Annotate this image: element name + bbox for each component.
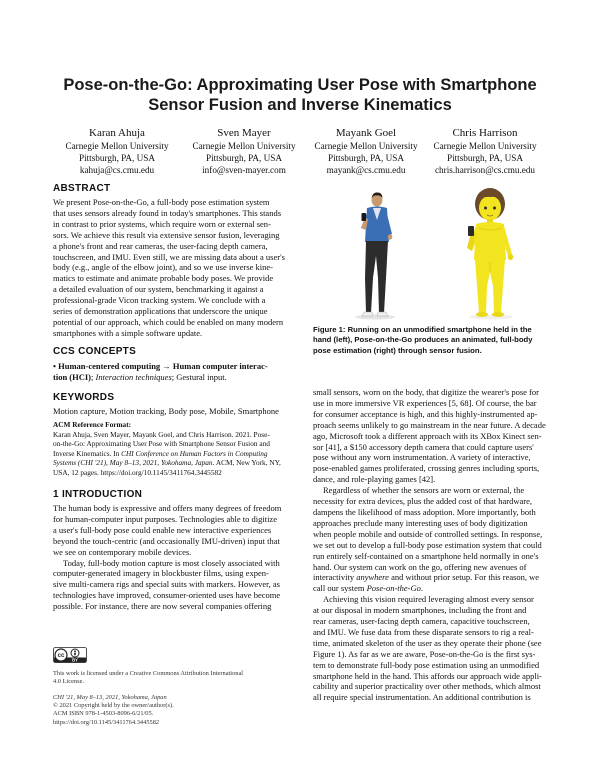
author-affiliation: Carnegie Mellon University	[433, 141, 537, 151]
introduction-body	[53, 503, 289, 612]
figure-1-caption	[313, 325, 549, 356]
text-line: approaches preclude many interesting uses of body digitization	[313, 517, 528, 528]
text-line: rear cameras, user-facing depth camera, capacitive touchscreen,	[313, 616, 530, 627]
text-line: a user's full-body pose could enable new interactive experiences	[53, 524, 272, 535]
license-note	[53, 670, 289, 686]
acm-reference	[53, 420, 289, 478]
text-line: possible. For instance, there are now several companies offering	[53, 601, 272, 612]
author-name: Mayank Goel	[335, 127, 397, 139]
text-line: series of demonstration applications that underscore the unique	[53, 306, 268, 317]
text-line: that uses sensors already found in today's smartphones. This stands	[53, 207, 282, 218]
text-line: dance, and role-playing games [42].	[313, 474, 436, 485]
text-line: pose without any worn instrumentation. A variety of interactive,	[313, 452, 531, 463]
text-line: we see on contemporary mobile devices.	[53, 546, 192, 557]
text-line: use in more immersive VR experiences [5, 68]. Of course, the bar	[313, 397, 537, 408]
text-line-italic: anywhere	[356, 572, 389, 583]
text-line: a detailed evaluation of our system, benchmarking it against a	[53, 284, 264, 295]
text-line: sive multi-camera rigs and special suits with markers. However, as	[53, 579, 280, 590]
author-block	[418, 126, 552, 177]
text-line: matics to estimate and animate probable body poses. We provide	[53, 273, 274, 284]
text-line: smartphone held in the hand. This affords our approach wide appli-	[313, 670, 542, 681]
text-line: and IMU. We fuse data from these disparate sensors to rig a real-	[313, 626, 534, 637]
text-line: body (e.g., angle of the elbow joint), and so we use inverse kine-	[53, 262, 273, 273]
acm-reference-heading: ACM Reference Format:	[53, 420, 132, 429]
text-line: technologies have improved, consumer-oriented uses have become	[53, 590, 281, 601]
text-line: Karan Ahuja, Sven Mayer, Mayank Goel, and Chris Harrison. 2021. Pose-	[53, 429, 270, 439]
author-email[interactable]: mayank@cs.cmu.edu	[326, 165, 406, 176]
keywords-body: Motion capture, Motion tracking, Body pose, Mobile, Smartphone	[53, 406, 279, 416]
text-line: pose-enabled games proliferated, crossing genres including sports,	[313, 463, 540, 474]
text-line: a phone's front and rear cameras, the user-facing depth camera,	[53, 240, 268, 251]
author-block	[52, 126, 182, 177]
text-line: we set out to develop a full-body pose estimation system that could	[313, 539, 542, 550]
caption-line: pose estimation (right) through sensor fusion.	[313, 345, 482, 355]
doi-link[interactable]: USA, 12 pages. https://doi.org/10.1145/3411764.3445582	[53, 467, 222, 477]
text-line: in contrast to prior systems, which require worn or external sen-	[53, 218, 271, 229]
text-line: CHI '21, May 8–13, 2021, Yokohama, Japan	[53, 694, 167, 701]
abstract-body	[53, 197, 289, 339]
text-line: sor [41], a $150 accessory depth camera that could capture users'	[313, 441, 534, 452]
title-line-2: Sensor Fusion and Inverse Kinematics	[148, 96, 452, 114]
text-line: Regardless of whether the sensors are worn or external, the	[323, 485, 525, 496]
cc-label: cc	[57, 653, 65, 659]
text-line-italic: CHI Conference on Human Factors in Computing	[121, 448, 268, 458]
author-email[interactable]: info@sven-mayer.com	[202, 165, 286, 176]
right-column-body	[313, 387, 549, 703]
text-line: dampens the likelihood of mass adoption. More importantly, both	[313, 506, 536, 517]
text-line: We present Pose-on-the-Go, a full-body pose estimation system	[53, 197, 270, 207]
doi-link[interactable]: https://doi.org/10.1145/3411764.3445582	[53, 718, 160, 726]
author-affiliation: Carnegie Mellon University	[314, 141, 418, 151]
ccs-concept-italic: Interaction techniques	[95, 371, 172, 382]
conference-info	[53, 694, 289, 727]
author-location: Pittsburgh, PA, USA	[205, 153, 283, 164]
text-line: small sensors, worn on the body, that digitize the wearer's pose for	[313, 387, 539, 397]
ccs-concept: • Human-centered computing → Human computer interac-	[53, 361, 268, 371]
text-line: when people mobile and outside of controlled settings. In response,	[313, 528, 543, 539]
text-line: hand. Our system can work on the go, offering new avenues of	[313, 561, 527, 572]
text-line: Today, full-body motion capture is most closely associated with	[63, 557, 280, 568]
paper-title	[40, 75, 560, 115]
text-line: ACM ISBN 978-1-4503-8096-6/21/05.	[53, 710, 154, 718]
author-block	[301, 126, 431, 177]
text-line: proach seems unlikely to go mainstream in the near future. A decade	[313, 419, 546, 430]
figure-1-image	[313, 186, 549, 321]
text-line: at our disposal in modern smartphones, including the front and	[313, 605, 527, 616]
author-affiliation: Carnegie Mellon University	[65, 141, 169, 151]
ccs-concept: tion (HCI)	[53, 371, 92, 382]
author-email[interactable]: chris.harrison@cs.cmu.edu	[434, 165, 536, 176]
text-line: Inverse Kinematics. In	[53, 448, 122, 458]
text-line: cability and superior practicality over other methods, which almost	[313, 681, 541, 692]
author-name: Sven Mayer	[217, 127, 271, 139]
text-line: ACM, New York, NY,	[214, 458, 281, 468]
text-line: run entirely self-contained on a smartphone held normally in one's	[313, 550, 539, 561]
text-line: ago, Microsoft took a different approach with its XBox Kinect sen-	[313, 430, 542, 441]
author-email[interactable]: kahuja@cs.cmu.edu	[79, 165, 155, 176]
text-line: tem to demonstrate full-body pose estimation using an unmodified	[313, 659, 540, 670]
by-label: BY	[72, 657, 78, 663]
caption-line: hand (left), Pose-on-the-Go produces an animated, full-body	[313, 335, 533, 345]
text-line: .	[420, 583, 424, 594]
text-line: Achieving this vision required leveraging almost every sensor	[323, 594, 534, 605]
text-line: for consumer acceptance is high, and this highly-instrumented ap-	[313, 408, 538, 419]
text-line: potential of our approach, which could be enabled on many modern	[53, 316, 284, 327]
text-line-italic: Systems (CHI '21), May 8–13, 2021, Yokohama, Japan.	[53, 458, 215, 468]
author-name: Karan Ahuja	[89, 127, 145, 139]
text-line: touchscreen, and IMU. Even still, we are missing data about a user's	[53, 251, 285, 262]
caption-line: Figure 1: Running on an unmodified smartphone held in the	[313, 325, 532, 334]
text-line: call our system	[313, 583, 367, 594]
ccs-concept-rest: ; Gestural input.	[171, 371, 227, 382]
keywords-heading: KEYWORDS	[53, 392, 115, 403]
text-line: professional-grade Vicon tracking system. We conclude with a	[53, 295, 266, 306]
ccs-heading: CCS CONCEPTS	[53, 346, 137, 357]
text-line: Figure 1). As far as we are aware, Pose-on-the-Go is the first sys-	[313, 648, 536, 659]
text-line: for human-computer input purposes. Technologies able to digitize	[53, 513, 277, 524]
text-line: necessity for extra devices, plus the added cost of that hardware,	[313, 496, 533, 507]
text-line: interactivity	[313, 572, 357, 583]
text-line: beyond the touch-centric (and occasionally IMU-driven) input that	[53, 535, 280, 546]
author-location: Pittsburgh, PA, USA	[327, 153, 405, 164]
text-line: time, animated skeleton of the user as they operate their phone (see	[313, 637, 542, 648]
cc-by-license-icon	[53, 647, 87, 663]
text-line: This work is licensed under a Creative Commons Attribution International	[53, 670, 244, 677]
author-affiliation: Carnegie Mellon University	[192, 141, 296, 151]
author-block	[179, 126, 309, 177]
text-line: © 2021 Copyright held by the owner/author(s).	[53, 702, 174, 710]
title-line-1: Pose-on-the-Go: Approximating User Pose with Smartphone	[63, 76, 537, 94]
text-line: on-the-Go: Approximating User Pose with Smartphone Sensor Fusion and	[53, 439, 270, 449]
text-line: computer-generated imagery in blockbuster films, using expen-	[53, 568, 269, 579]
text-line: 4.0 License.	[53, 678, 85, 686]
text-line: and without prior setup. For this reason, we	[388, 572, 540, 583]
author-location: Pittsburgh, PA, USA	[78, 153, 156, 164]
author-location: Pittsburgh, PA, USA	[446, 153, 524, 164]
text-line: smartphones with a simple software update.	[53, 327, 203, 338]
ccs-body: • Human-centered computing → Human computer interac- tion (HCI); Interaction techniques; Gestural input.	[53, 361, 268, 382]
introduction-heading: 1 INTRODUCTION	[53, 489, 143, 500]
text-line: all require special instrumentation. An additional contribution is	[313, 692, 531, 703]
text-line: sors. We achieve this result via extensive sensor fusion, leveraging	[53, 229, 280, 240]
abstract-heading: ABSTRACT	[53, 183, 111, 194]
text-line: The human body is expressive and offers many degrees of freedom	[53, 503, 282, 513]
author-name: Chris Harrison	[452, 127, 518, 139]
text-line-italic: Pose-on-the-Go	[366, 583, 421, 594]
